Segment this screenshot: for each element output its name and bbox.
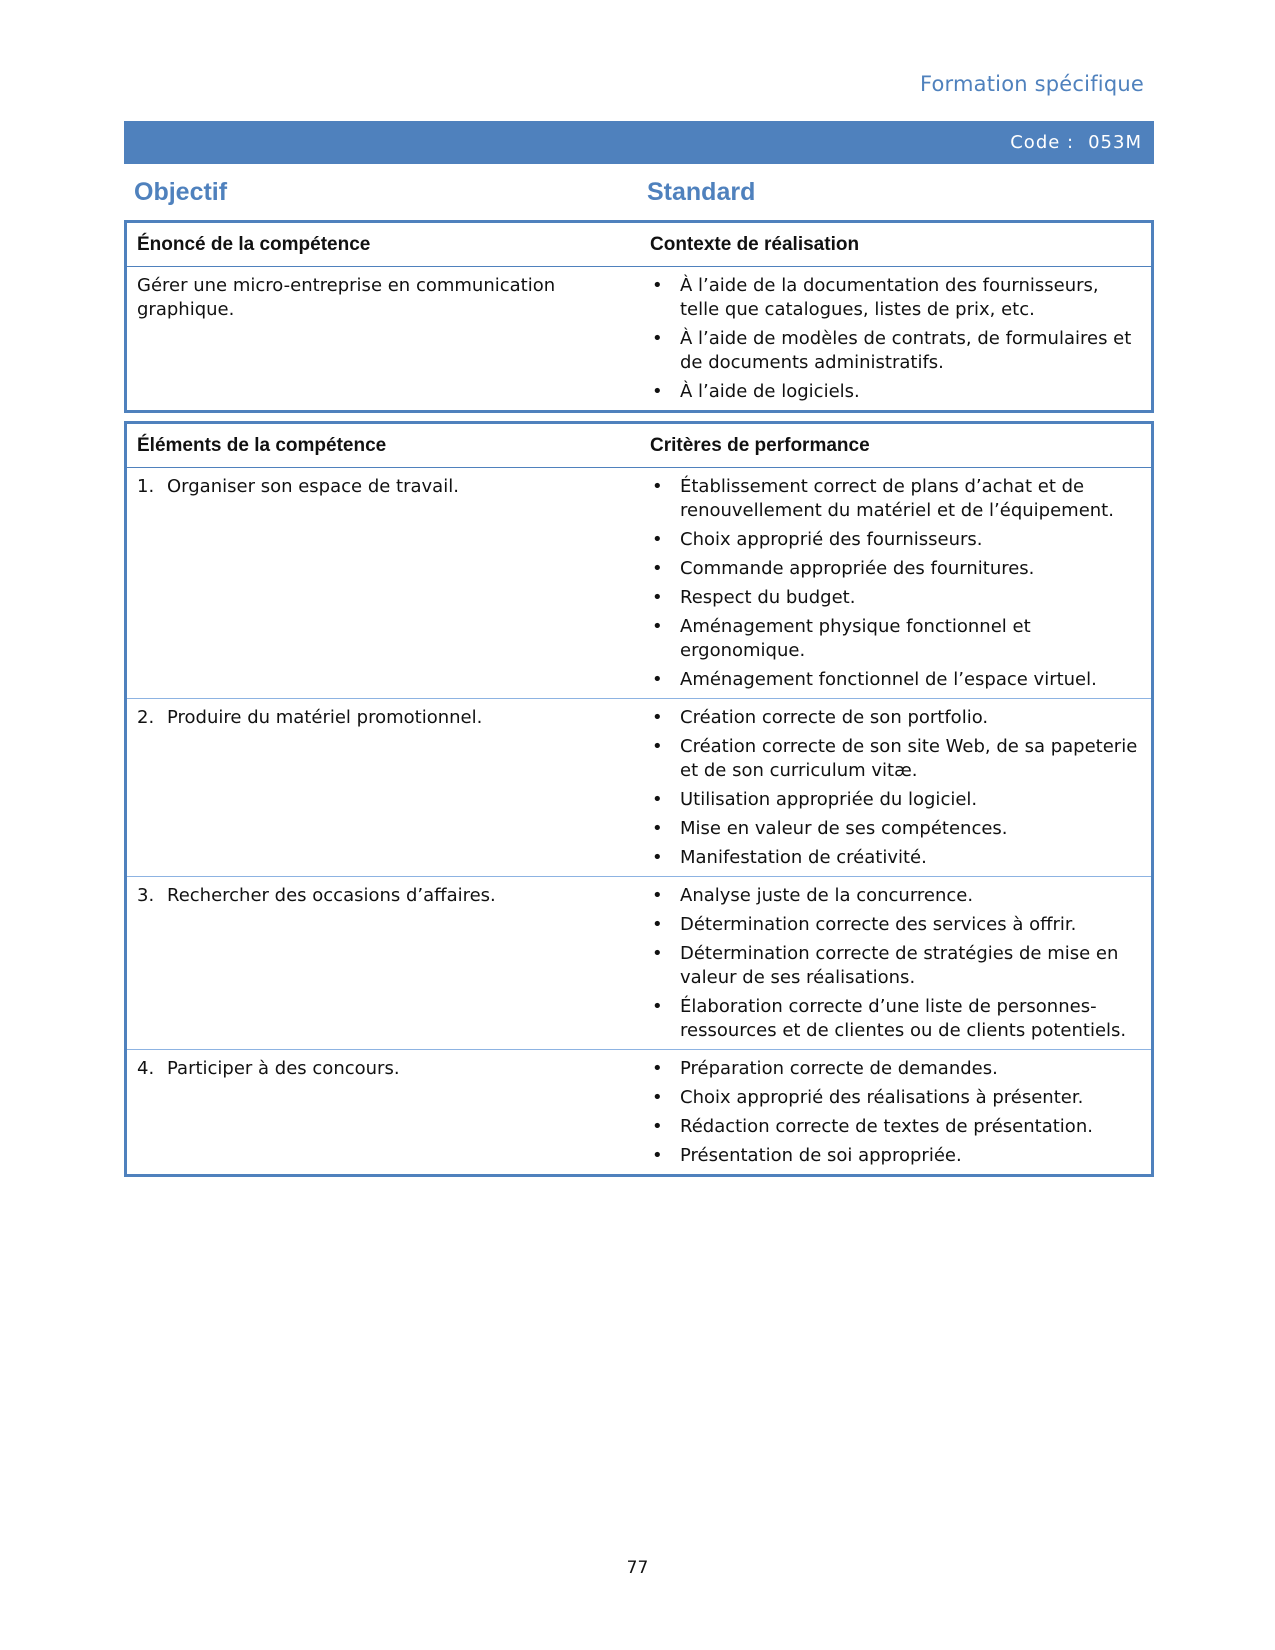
enonce-header: Énoncé de la compétence <box>126 222 641 267</box>
element-cell <box>126 699 641 877</box>
elements-table <box>124 421 1154 1177</box>
criterion-item: • Commande appropriée des fournitures. <box>650 557 1141 581</box>
element-number: 4. <box>137 1058 155 1079</box>
criteria-list <box>650 706 1141 870</box>
enonce-table <box>124 220 1154 413</box>
criterion-item: • Rédaction correcte de textes de présentation. <box>650 1115 1141 1139</box>
contexte-header: Contexte de réalisation <box>640 222 1153 267</box>
criteria-list <box>650 475 1141 692</box>
code-label: Code : <box>1010 132 1075 153</box>
code-value: 053M <box>1088 132 1142 153</box>
element-number: 3. <box>137 885 155 906</box>
element-text: Participer à des concours. <box>167 1058 400 1079</box>
element-cell <box>126 468 641 699</box>
criteria-list <box>650 1057 1141 1168</box>
criterion-item: • Utilisation appropriée du logiciel. <box>650 788 1141 812</box>
code-bar <box>124 121 1154 164</box>
element-number: 1. <box>137 476 155 497</box>
criterion-item: • Création correcte de son portfolio. <box>650 706 1141 730</box>
element-number: 2. <box>137 707 155 728</box>
element-cell <box>126 877 641 1050</box>
criterion-item: • Choix approprié des fournisseurs. <box>650 528 1141 552</box>
contexte-cell <box>640 267 1153 412</box>
criteria-cell <box>640 699 1153 877</box>
contexte-item: • À l’aide de la documentation des fournisseurs, telle que catalogues, listes de prix, etc. <box>650 274 1141 322</box>
criterion-item: • Analyse juste de la concurrence. <box>650 884 1141 908</box>
standard-heading: Standard <box>647 178 756 206</box>
elements-table-header <box>126 423 1153 468</box>
criteria-list <box>650 884 1141 1043</box>
criteria-cell <box>640 877 1153 1050</box>
element-cell <box>126 1050 641 1176</box>
enonce-table-header <box>126 222 1153 267</box>
criterion-item: • Aménagement physique fonctionnel et ergonomique. <box>650 615 1141 663</box>
element-text: Organiser son espace de travail. <box>167 476 459 497</box>
criteres-header: Critères de performance <box>640 423 1153 468</box>
table-row <box>126 1050 1153 1176</box>
page-number: 77 <box>626 1558 649 1578</box>
criteria-cell <box>640 1050 1153 1176</box>
table-row <box>126 877 1153 1050</box>
contexte-list <box>650 274 1141 404</box>
criterion-item: • Élaboration correcte d’une liste de personnes-ressources et de clientes ou de clients potentiels. <box>650 995 1141 1043</box>
table-row <box>126 468 1153 699</box>
criteria-cell <box>640 468 1153 699</box>
criterion-item: • Présentation de soi appropriée. <box>650 1144 1141 1168</box>
criterion-item: • Respect du budget. <box>650 586 1141 610</box>
criterion-item: • Détermination correcte de stratégies de mise en valeur de ses réalisations. <box>650 942 1141 990</box>
criterion-item: • Préparation correcte de demandes. <box>650 1057 1141 1081</box>
element-text: Produire du matériel promotionnel. <box>167 707 483 728</box>
criterion-item: • Manifestation de créativité. <box>650 846 1141 870</box>
criterion-item: • Détermination correcte des services à offrir. <box>650 913 1141 937</box>
criterion-item: • Établissement correct de plans d’achat et de renouvellement du matériel et de l’équipement. <box>650 475 1141 523</box>
contexte-item: • À l’aide de logiciels. <box>650 380 1141 404</box>
elements-header: Éléments de la compétence <box>126 423 641 468</box>
criterion-item: • Choix approprié des réalisations à présenter. <box>650 1086 1141 1110</box>
page-header-title: Formation spécifique <box>919 72 1144 96</box>
table-row <box>126 699 1153 877</box>
element-text: Rechercher des occasions d’affaires. <box>167 885 496 906</box>
contexte-item: • À l’aide de modèles de contrats, de formulaires et de documents administratifs. <box>650 327 1141 375</box>
criterion-item: • Aménagement fonctionnel de l’espace virtuel. <box>650 668 1141 692</box>
criterion-item: • Mise en valeur de ses compétences. <box>650 817 1141 841</box>
criterion-item: • Création correcte de son site Web, de sa papeterie et de son curriculum vitæ. <box>650 735 1141 783</box>
objectif-heading: Objectif <box>134 178 228 206</box>
enonce-row <box>126 267 1153 412</box>
enonce-text: Gérer une micro-entreprise en communication graphique. <box>137 275 556 320</box>
